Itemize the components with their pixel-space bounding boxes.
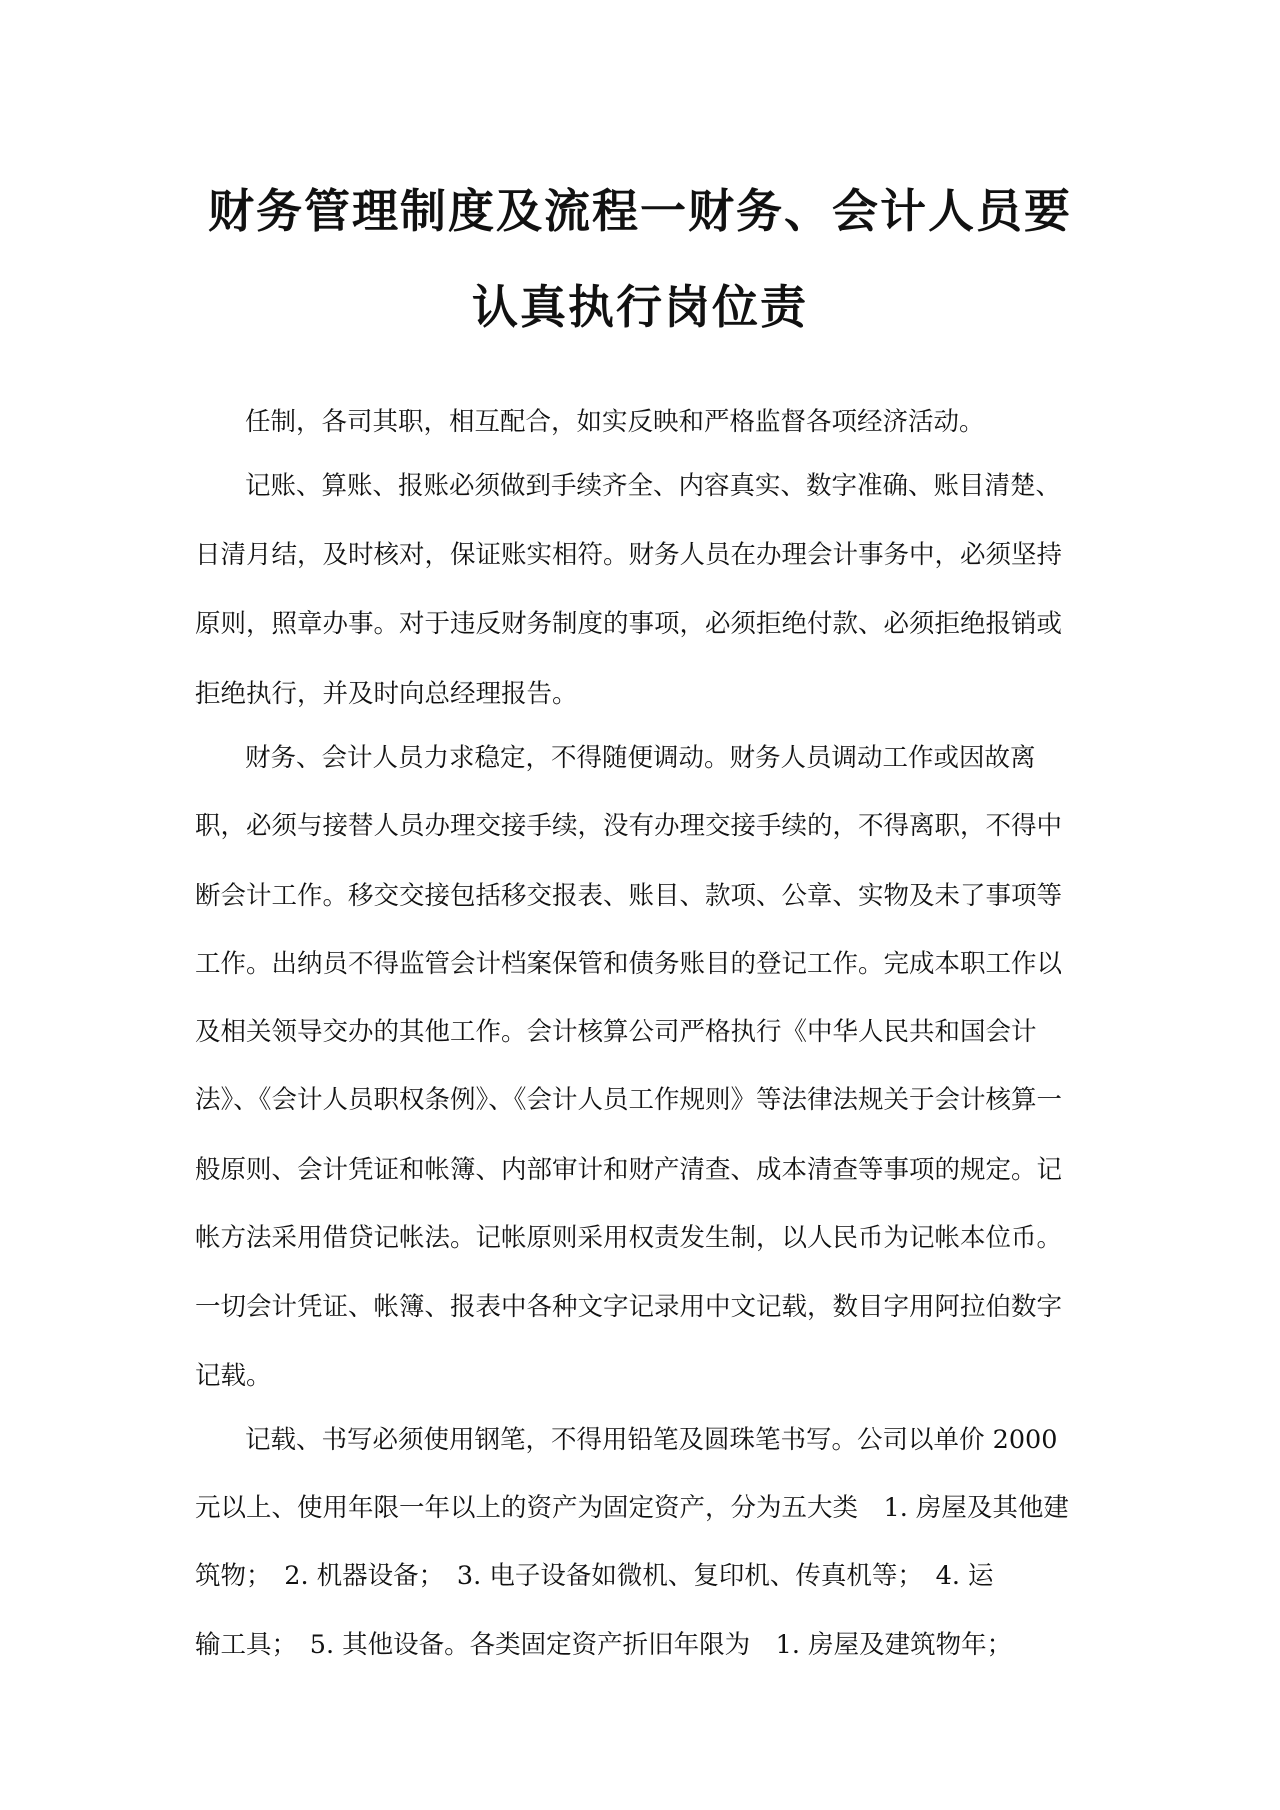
body-line: 拒绝执行，并及时向总经理报告。	[195, 679, 578, 709]
body-line: 记载。	[195, 1361, 272, 1391]
body-line: 元以上、使用年限一年以上的资产为固定资产，分为五大类 1. 房屋及其他建	[195, 1493, 1069, 1523]
body-line: 输工具； 5. 其他设备。各类固定资产折旧年限为 1. 房屋及建筑物年；	[195, 1630, 1013, 1660]
body-line: 及相关领导交办的其他工作。会计核算公司严格执行《中华人民共和国会计	[195, 1017, 1037, 1047]
body-line: 般原则、会计凭证和帐簿、内部审计和财产清查、成本清查等事项的规定。记	[195, 1155, 1063, 1185]
document-title-line-1: 财务管理制度及流程一财务、会计人员要	[208, 184, 1072, 238]
body-line: 日清月结，及时核对，保证账实相符。财务人员在办理会计事务中，必须坚持	[195, 540, 1063, 570]
body-line: 筑物； 2. 机器设备； 3. 电子设备如微机、复印机、传真机等； 4. 运	[195, 1561, 994, 1591]
body-line: 工作。出纳员不得监管会计档案保管和债务账目的登记工作。完成本职工作以	[195, 949, 1063, 979]
body-line: 职，必须与接替人员办理交接手续，没有办理交接手续的，不得离职，不得中	[195, 811, 1063, 841]
body-line: 任制，各司其职，相互配合，如实反映和严格监督各项经济活动。	[245, 407, 985, 437]
body-line: 记账、算账、报账必须做到手续齐全、内容真实、数字准确、账目清楚、	[245, 471, 1062, 501]
body-line: 法》、《会计人员职权条例》、《会计人员工作规则》等法律法规关于会计核算一	[195, 1085, 1063, 1115]
body-line: 帐方法采用借贷记帐法。记帐原则采用权责发生制，以人民币为记帐本位币。	[195, 1223, 1063, 1253]
body-line: 断会计工作。移交交接包括移交报表、账目、款项、公章、实物及未了事项等	[195, 881, 1063, 911]
body-line: 财务、会计人员力求稳定，不得随便调动。财务人员调动工作或因故离	[245, 743, 1036, 773]
body-line: 原则，照章办事。对于违反财务制度的事项，必须拒绝付款、必须拒绝报销或	[195, 609, 1063, 639]
document-title-line-2: 认真执行岗位责	[472, 280, 808, 334]
body-line: 记载、书写必须使用钢笔，不得用铅笔及圆珠笔书写。公司以单价 2000	[245, 1425, 1058, 1455]
body-line: 一切会计凭证、帐簿、报表中各种文字记录用中文记载，数目字用阿拉伯数字	[195, 1292, 1063, 1322]
